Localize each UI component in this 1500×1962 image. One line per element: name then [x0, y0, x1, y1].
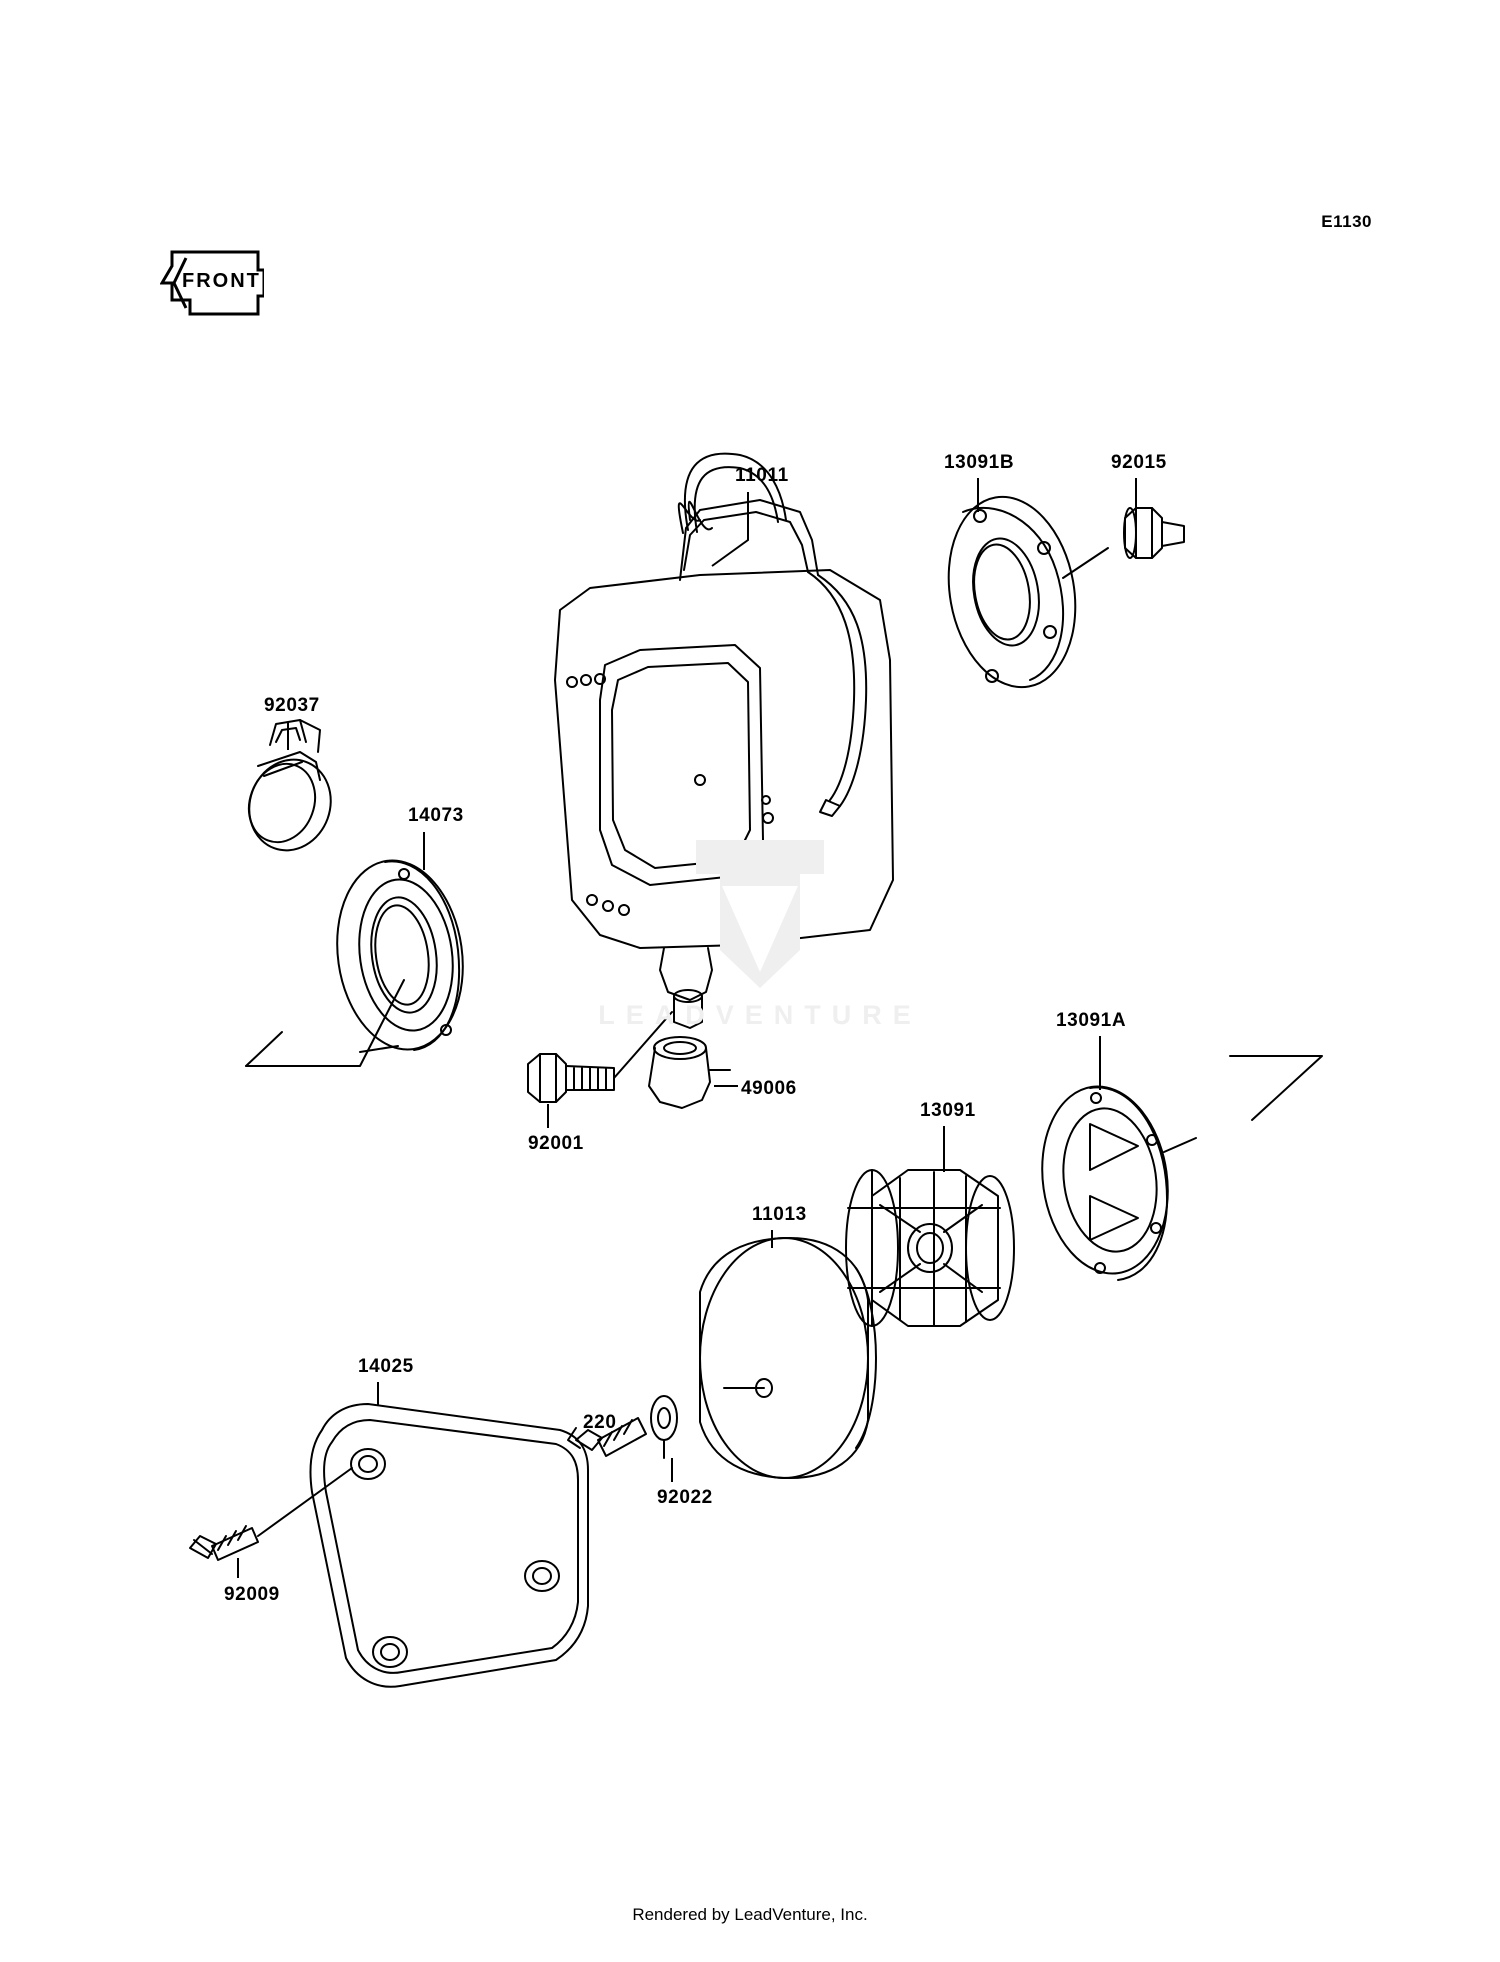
leader-92009	[258, 1468, 352, 1536]
leader-92037	[246, 1032, 282, 1066]
part-label-49006: 49006	[741, 1078, 797, 1099]
part-label-92022: 92022	[657, 1487, 713, 1508]
part-art-13091B	[934, 487, 1108, 698]
part-label-92001: 92001	[528, 1133, 584, 1154]
part-art-14025	[310, 1404, 588, 1687]
diagram-code: E1130	[1321, 212, 1372, 231]
part-label-11013: 11013	[752, 1204, 807, 1225]
part-art-92037	[237, 720, 344, 862]
part-label-11011: 11011	[735, 465, 789, 486]
part-label-13091: 13091	[920, 1100, 976, 1121]
part-label-14025: 14025	[358, 1356, 414, 1377]
part-label-13091A: 13091A	[1056, 1010, 1127, 1031]
part-art-13091	[846, 1170, 1014, 1326]
part-label-13091B: 13091B	[944, 452, 1015, 473]
part-art-92022	[651, 1396, 677, 1458]
part-art-13091A	[1031, 1078, 1196, 1281]
part-art-92015	[1124, 508, 1184, 558]
leader-14073	[246, 980, 404, 1066]
part-label-92009: 92009	[224, 1584, 280, 1605]
front-arrow-label: FRONT	[182, 270, 261, 292]
part-art-11013	[700, 1238, 876, 1478]
part-art-11011	[555, 454, 893, 1028]
leader-13091A	[1230, 1056, 1322, 1120]
part-art-49006	[649, 1037, 730, 1108]
watermark-text: LEADVENTURE	[598, 1000, 922, 1030]
part-label-92015: 92015	[1111, 452, 1167, 473]
part-art-14073	[325, 852, 474, 1057]
part-label-14073: 14073	[408, 805, 464, 826]
part-art-92001	[528, 1054, 614, 1102]
part-art-92009	[190, 1526, 258, 1560]
footer-credit: Rendered by LeadVenture, Inc.	[632, 1905, 868, 1924]
part-label-92037: 92037	[264, 695, 320, 716]
leader-92001	[614, 1012, 672, 1078]
part-label-220: 220	[583, 1412, 617, 1433]
